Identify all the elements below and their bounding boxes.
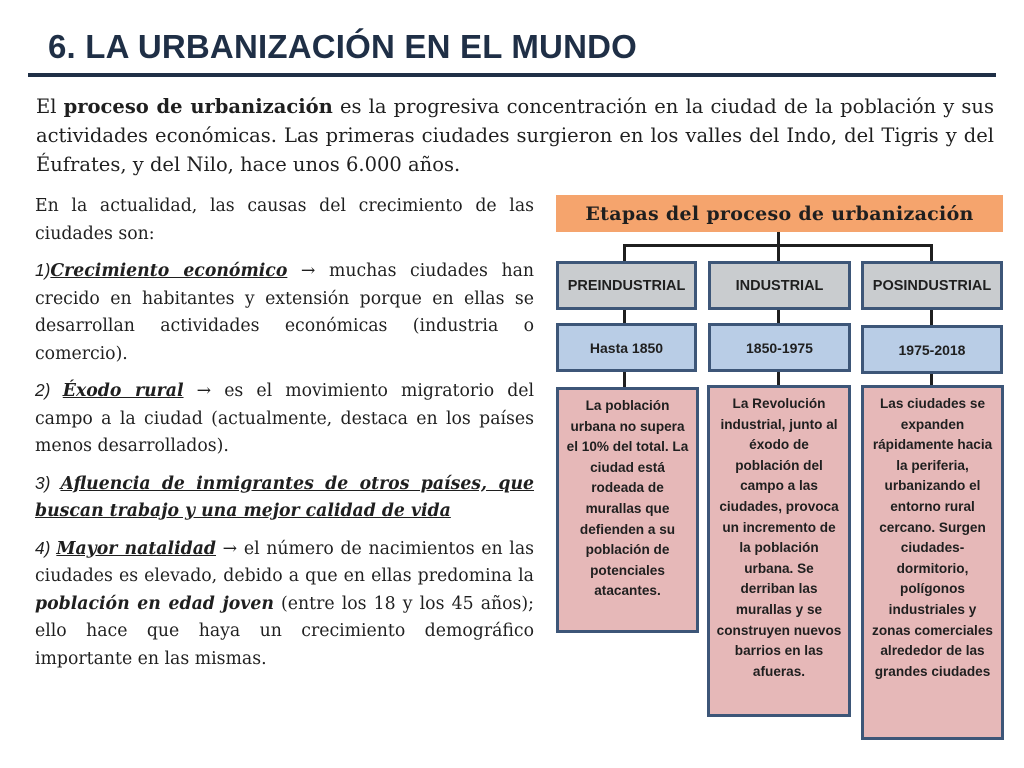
intro-pre: El — [36, 95, 64, 118]
cause-text: el número de nacimientos en las ciudades es elevado, debido a que en ellas predomina la — [35, 538, 535, 586]
cause-number: 2) — [35, 380, 63, 400]
cause-number: 4) — [35, 537, 57, 558]
intro-paragraph — [36, 92, 994, 179]
intro-post: es la progresiva concentración en la ciudad de la población y sus actividades económicas. Las primeras ciudades surgieron en los valles del Indo, del Tigris y del Éufrates, y del Nilo, hace unos 6.000 años. — [36, 95, 995, 176]
cause-number: 1) — [35, 260, 51, 280]
stage-industrial: INDUSTRIAL — [708, 261, 851, 310]
cause-arrow: → — [216, 538, 244, 559]
intro-term: proceso de urbanización — [63, 95, 333, 118]
cause-term: Éxodo rural — [62, 381, 184, 401]
description-posindustrial: Las ciudades se expanden rápidamente hacia la periferia, urbanizando el entorno rural cercano. Surgen ciudades-dormitorio, polígonos industriales y zonas comerciales alrededor de las grandes ciudades — [861, 385, 1004, 740]
stage-preindustrial: PREINDUSTRIAL — [556, 261, 697, 310]
causes-intro: En la actualidad, las causas del crecimiento de las ciudades son: — [35, 196, 534, 244]
description-industrial: La Revolución industrial, junto al éxodo de población del campo a las ciudades, provoca un incremento de la población urbana. Se derriban las murallas y se construyen nuevos barrios en las afueras. — [707, 385, 851, 717]
title-underline — [28, 73, 996, 77]
causes-column — [35, 193, 534, 682]
connector-col1-b — [623, 372, 626, 388]
cause-bold-text: población en edad joven — [35, 593, 274, 614]
connector-drop-2 — [777, 244, 780, 262]
description-preindustrial: La población urbana no supera el 10% del total. La ciudad está rodeada de murallas que defienden a su población de potenciales atacantes. — [556, 387, 699, 633]
cause-term: Crecimiento económico — [50, 261, 288, 281]
diagram-title: Etapas del proceso de urbanización — [556, 195, 1003, 232]
cause-arrow: → — [183, 381, 225, 401]
cause-number: 3) — [35, 472, 61, 493]
cause-item-2 — [35, 377, 534, 461]
period-preindustrial: Hasta 1850 — [556, 323, 697, 372]
cause-text: es el movimiento migratorio del campo a la ciudad (actualmente, destaca en los países menos desarrollados). — [35, 381, 535, 456]
connector-drop-3 — [930, 244, 933, 262]
connector-col2-a — [777, 310, 780, 324]
page-title: 6. LA URBANIZACIÓN EN EL MUNDO — [48, 28, 638, 65]
connector-col3-a — [930, 310, 933, 326]
cause-text: muchas ciudades han crecido en habitantes y extensión porque en ellas se desarrollan actividades económicas (industria o comercio). — [35, 261, 535, 364]
stage-posindustrial: POSINDUSTRIAL — [861, 261, 1003, 310]
period-industrial: 1850-1975 — [708, 323, 851, 372]
cause-item-4 — [35, 535, 534, 674]
period-posindustrial: 1975-2018 — [861, 325, 1003, 374]
connector-col1-a — [623, 310, 626, 324]
connector-drop-1 — [623, 244, 626, 262]
cause-arrow: → — [287, 261, 329, 281]
cause-item-3 — [35, 470, 534, 526]
cause-text-end: (entre los 18 y los 45 años); ello hace que haya un crecimiento demográfico importante en las mismas. — [35, 593, 534, 669]
connector-col2-b — [777, 372, 780, 386]
cause-item-1 — [35, 257, 534, 368]
cause-term: Mayor natalidad — [56, 538, 216, 559]
cause-term: Afluencia de inmigrantes de otros países, que buscan trabajo y una mejor calidad de vida — [35, 473, 535, 521]
